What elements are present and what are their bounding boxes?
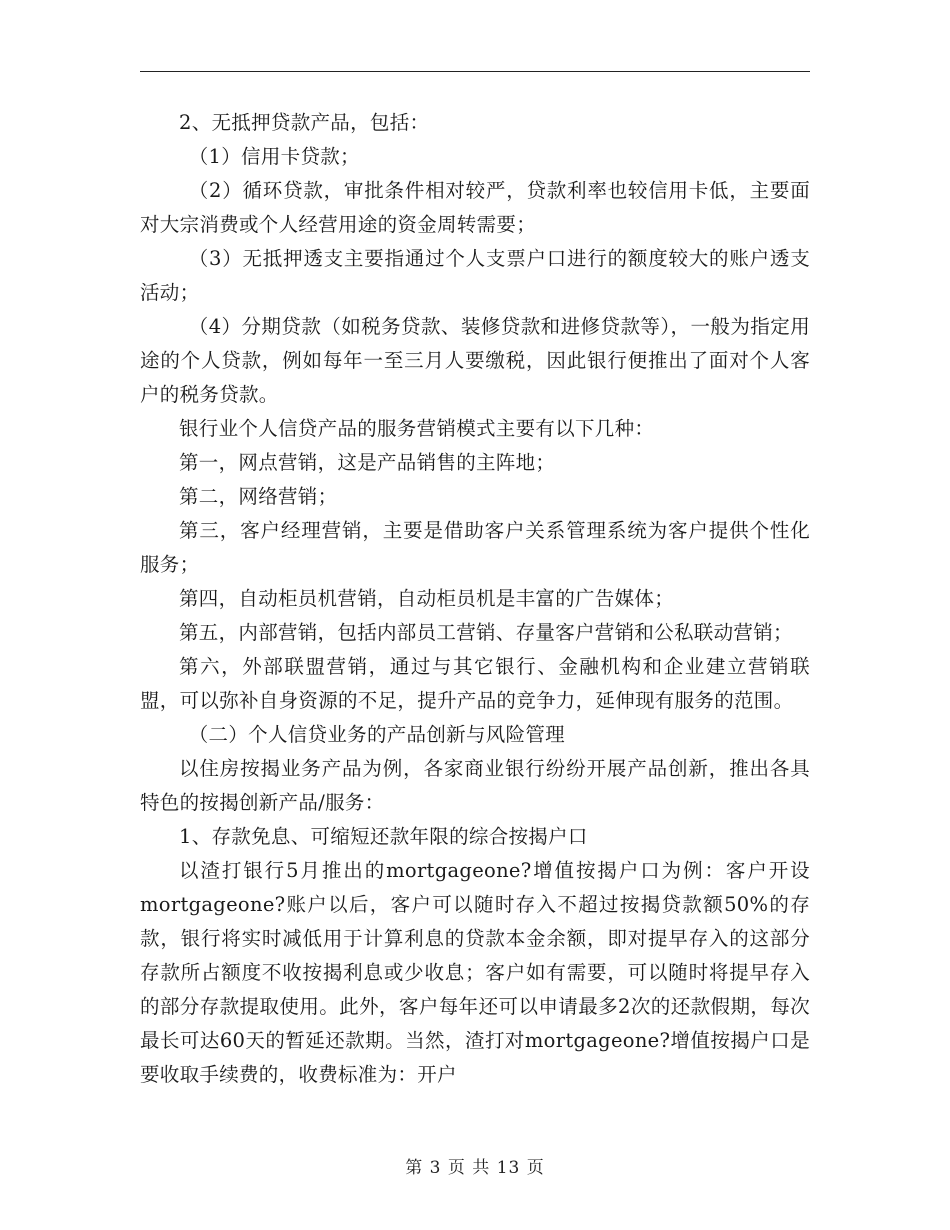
paragraph — [140, 106, 810, 140]
paragraph — [140, 140, 810, 174]
paragraph: （4）分期贷款（如税务贷款、装修贷款和进修贷款等），一般为指定用途的个人贷款，例如每年一至三月人要缴税，因此银行便推出了面对个人客户的税务贷款。 — [140, 315, 810, 406]
paragraph: 银行业个人信贷产品的服务营销模式主要有以下几种： — [179, 417, 655, 440]
paragraph: 第四，自动柜员机营销，自动柜员机是丰富的广告媒体； — [179, 587, 675, 610]
section-heading: （二）个人信贷业务的产品创新与风险管理 — [188, 723, 565, 746]
paragraph: 第二，网络营销； — [179, 485, 338, 508]
paragraph: 第一，网点营销，这是产品销售的主阵地； — [179, 451, 556, 474]
paragraph-line: （1）信用卡贷款； — [188, 145, 360, 168]
page-number: 第 3 页 共 13 页 — [405, 1158, 545, 1178]
paragraph: （2）循环贷款，审批条件相对较严，贷款利率也较信用卡低，主要面对大宗消费或个人经营用途的资金周转需要； — [140, 179, 810, 236]
header-rule — [140, 71, 810, 72]
paragraph: 第六，外部联盟营销，通过与其它银行、金融机构和企业建立营销联盟，可以弥补自身资源的不足，提升产品的竞争力，延伸现有服务的范围。 — [140, 655, 810, 712]
paragraph: 以住房按揭业务产品为例，各家商业银行纷纷开展产品创新，推出各具特色的按揭创新产品/服务： — [140, 757, 810, 814]
document-body — [140, 106, 810, 1092]
subsection-heading: 1、存款免息、可缩短还款年限的综合按揭户口 — [179, 825, 588, 848]
paragraph: 以渣打银行5月推出的mortgageone?增值按揭户口为例：客户开设mortgageone?账户以后，客户可以随时存入不超过按揭贷款额50%的存款，银行将实时减低用于计算利息的贷款本金余额，即对提早存入的这部分存款所占额度不收按揭利息或少收息；客户如有需要，可以随时将提早存入的部分存款提取使用。此外，客户每年还可以申请最多2次的还款假期，每次最长可达60天的暂延还款期。当然，渣打对mortgageone?增值按揭户口是要收取手续费的，收费标准为：开户 — [140, 859, 810, 1086]
paragraph: 第三，客户经理营销，主要是借助客户关系管理系统为客户提供个性化服务； — [140, 519, 810, 576]
paragraph: 第五，内部营销，包括内部员工营销、存量客户营销和公私联动营销； — [179, 621, 793, 644]
paragraph: （3）无抵押透支主要指通过个人支票户口进行的额度较大的账户透支活动； — [140, 247, 810, 304]
paragraph-line: 2、无抵押贷款产品，包括： — [179, 111, 430, 134]
